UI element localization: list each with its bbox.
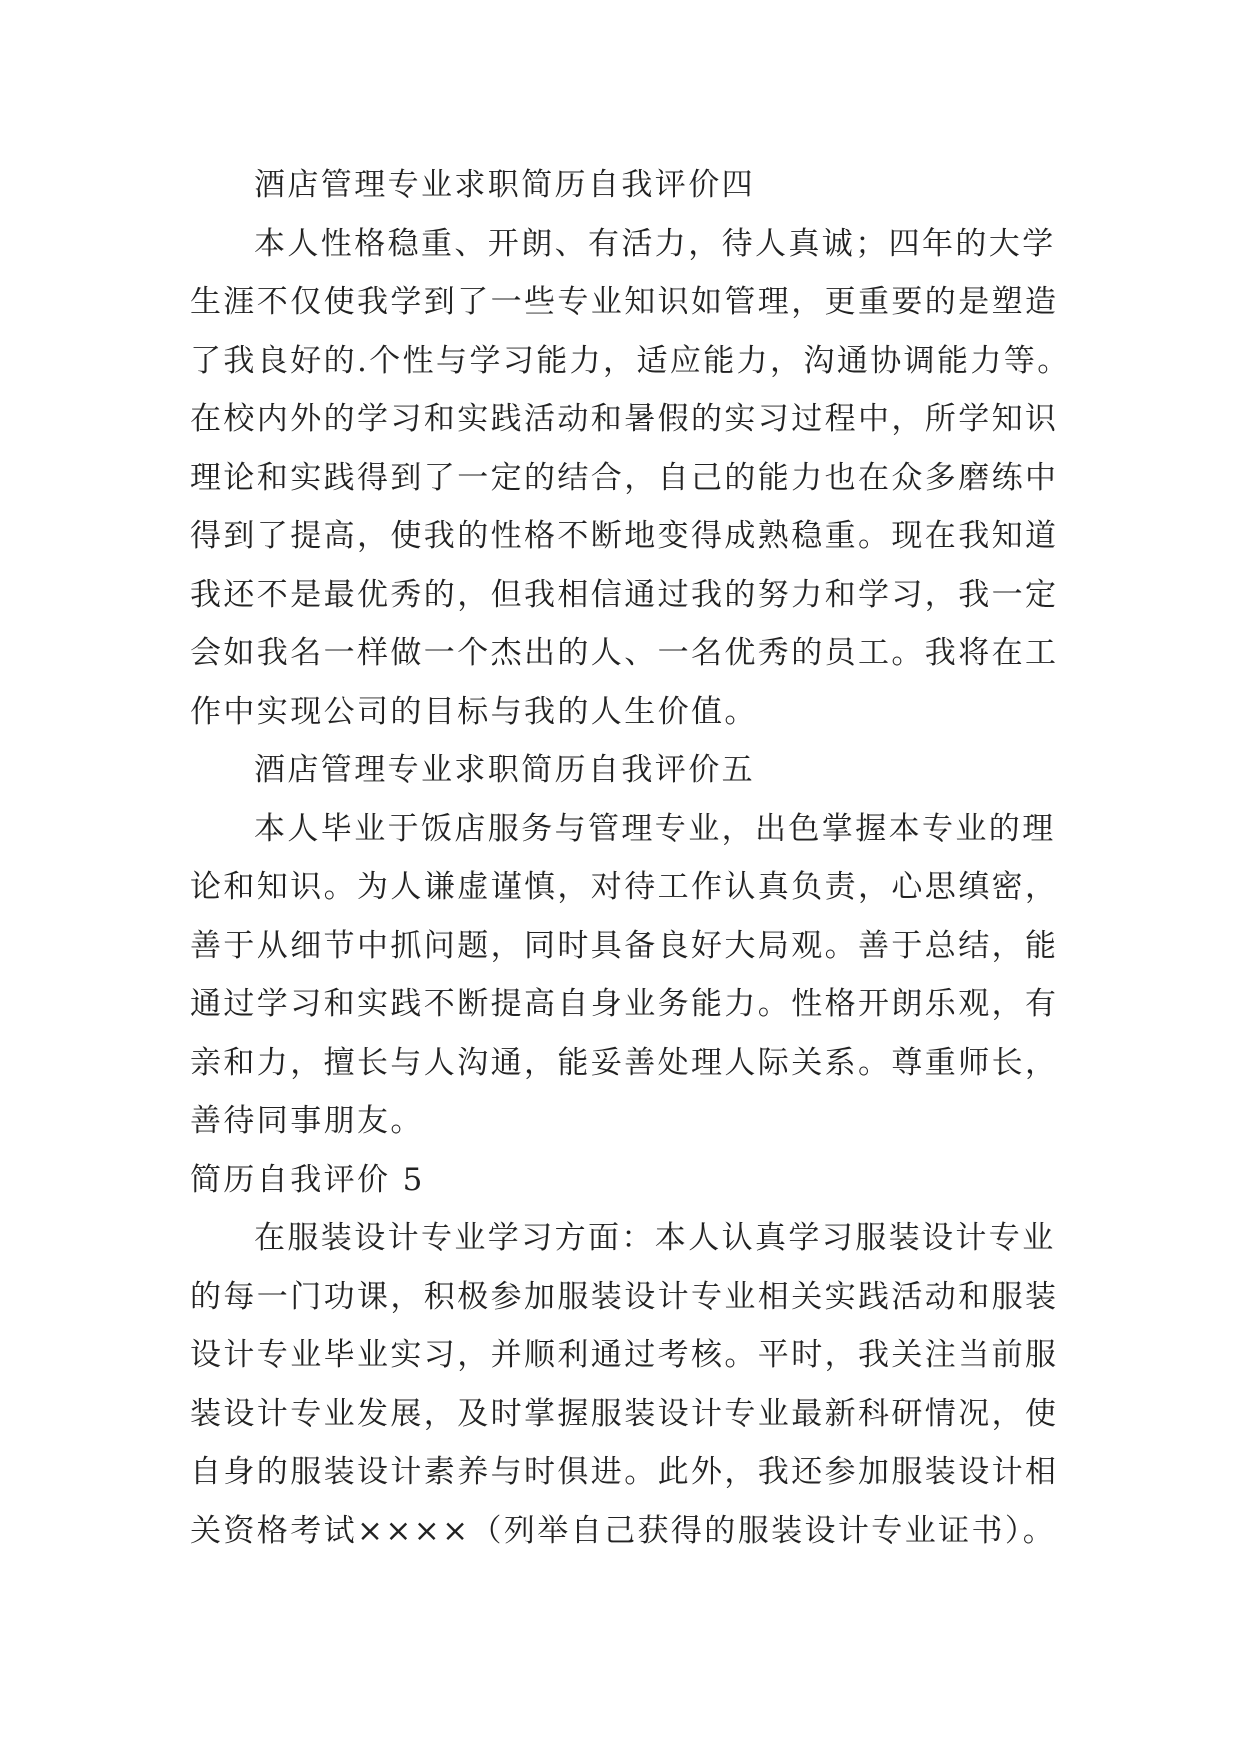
text-line: 生涯不仅使我学到了一些专业知识如管理，更重要的是塑造 xyxy=(190,284,1059,320)
section-title-text: 简历自我评价 5 xyxy=(190,1161,425,1198)
text-line: 本人毕业于饭店服务与管理专业，出色掌握本专业的理 xyxy=(254,810,1056,847)
text-line: 本人性格稳重、开朗、有活力，待人真诚；四年的大学 xyxy=(254,225,1056,262)
heading-5-text: 酒店管理专业求职简历自我评价五 xyxy=(254,752,755,788)
text-line: 善于从细节中抓问题，同时具备良好大局观。善于总结，能 xyxy=(190,927,1059,964)
text-line: 在服装设计专业学习方面：本人认真学习服装设计专业 xyxy=(254,1220,1056,1256)
paragraph-body-5 xyxy=(190,800,1070,1151)
paragraph-body-design xyxy=(190,1209,1070,1560)
heading-4-text: 酒店管理专业求职简历自我评价四 xyxy=(254,167,755,203)
text-line: 装设计专业发展，及时掌握服装设计专业最新科研情况，使 xyxy=(190,1395,1059,1432)
text-line: 得到了提高，使我的性格不断地变得成熟稳重。现在我知道 xyxy=(190,518,1059,554)
text-line: 我还不是最优秀的，但我相信通过我的努力和学习，我一定 xyxy=(190,576,1059,613)
text-line: 自身的服装设计素养与时俱进。此外，我还参加服装设计相 xyxy=(190,1454,1059,1490)
text-line: 亲和力，擅长与人沟通，能妥善处理人际关系。尊重师长， xyxy=(190,1044,1059,1081)
paragraph-section-title xyxy=(190,1151,1070,1210)
paragraph-body-4 xyxy=(190,215,1070,742)
text-line: 关资格考试××××（列举自己获得的服装设计专业证书）。 xyxy=(190,1512,1057,1549)
text-line: 了我良好的.个性与学习能力，适应能力，沟通协调能力等。 xyxy=(190,342,1071,379)
text-line: 的每一门功课，积极参加服装设计专业相关实践活动和服装 xyxy=(190,1278,1059,1315)
document-body xyxy=(190,156,1070,1560)
text-line: 论和知识。为人谦虚谨慎，对待工作认真负责，心思缜密， xyxy=(190,869,1059,905)
paragraph-heading-5 xyxy=(190,741,1070,800)
text-line: 通过学习和实践不断提高自身业务能力。性格开朗乐观，有 xyxy=(190,986,1059,1022)
text-line: 理论和实践得到了一定的结合，自己的能力也在众多磨练中 xyxy=(190,459,1059,496)
text-line: 在校内外的学习和实践活动和暑假的实习过程中，所学知识 xyxy=(190,401,1059,437)
paragraph-heading-4 xyxy=(190,156,1070,215)
text-line: 设计专业毕业实习，并顺利通过考核。平时，我关注当前服 xyxy=(190,1337,1059,1373)
text-line: 善待同事朋友。 xyxy=(190,1103,424,1139)
text-line: 作中实现公司的目标与我的人生价值。 xyxy=(190,693,758,730)
text-line: 会如我名一样做一个杰出的人、一名优秀的员工。我将在工 xyxy=(190,635,1059,671)
